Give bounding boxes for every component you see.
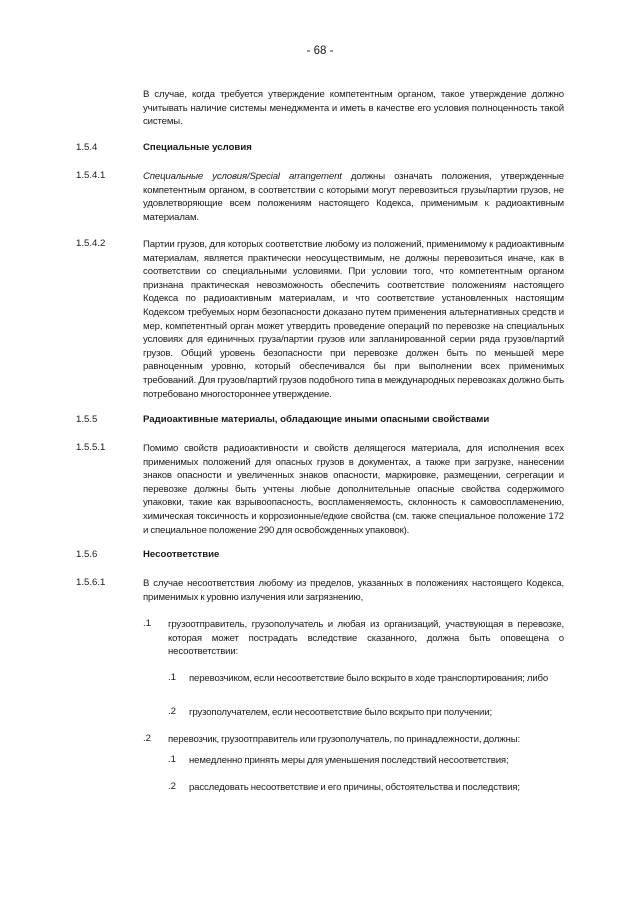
paragraph-1-5-6-1: В случае несоответствия любому из пределов, указанных в положениях настоящего Кодекса, применимых к уровню излучения или загрязнению, bbox=[143, 578, 564, 603]
paragraph-1-5-4-1 bbox=[143, 170, 564, 224]
section-number-1-5-4: 1.5.4 bbox=[76, 142, 98, 153]
list-item-2-2-text: расследовать несоответствие и его причины, обстоятельства и последствия; bbox=[189, 782, 520, 793]
section-number-1-5-6-1: 1.5.6.1 bbox=[76, 577, 106, 588]
section-number-1-5-5: 1.5.5 bbox=[76, 414, 98, 425]
section-number-1-5-4-1: 1.5.4.1 bbox=[76, 170, 106, 181]
section-number-1-5-5-1: 1.5.5.1 bbox=[76, 442, 106, 453]
section-title-1-5-6: Несоответствие bbox=[143, 549, 220, 560]
section-title-1-5-5: Радиоактивные материалы, обладающие иными опасными свойствами bbox=[143, 414, 490, 425]
list-item-1-1-text: перевозчиком, если несоответствие было вскрыто в ходе транспортирования; либо bbox=[189, 673, 549, 684]
intro-paragraph: В случае, когда требуется утверждение компетентным органом, такое утверждение должно учитывать наличие системы менеджмента и иметь в качестве его условия полноценность такой системы. bbox=[143, 89, 564, 128]
list-marker-1-1: .1 bbox=[168, 672, 177, 683]
list-item-1-2-text: грузополучателем, если несоответствие было вскрыто при получении; bbox=[189, 707, 492, 718]
term-special-arrangement: Специальные условия/Special arrangement bbox=[143, 171, 342, 182]
paragraph-1-5-4-1-text: должны означать положения, утвержденные компетентным органом, в соответствии с которыми могут перевозиться грузы/партии грузов, не удовлетворяющие всем положениям настоящего Кодекса, применимым к радиоактивным материалам. bbox=[143, 171, 564, 223]
section-number-1-5-6: 1.5.6 bbox=[76, 549, 98, 560]
list-item-2-1-text: немедленно принять меры для уменьшения последствий несоответствия; bbox=[189, 755, 509, 766]
list-marker-1: .1 bbox=[143, 618, 152, 629]
list-marker-2: .2 bbox=[143, 733, 152, 744]
list-marker-1-2: .2 bbox=[168, 706, 177, 717]
list-marker-2-1: .1 bbox=[168, 754, 177, 765]
paragraph-1-5-5-1: Помимо свойств радиоактивности и свойств делящегося материала, для исполнения всех применимых положений для опасных грузов в документах, а также при загрузке, нанесении знаков опасности и увеличенных знаков опасности, маркировке, размещении, сегрегации и перевозке должны быть учтены любые дополнительные опасные свойства содержимого упаковки, такие как взрывоопасность, воспламеняемость, склонность к самовоспламенению, химическая токсичность и коррозионные/едкие свойства (см. также специальное положение 172 и специальное положение 290 для освобожденных упаковок). bbox=[143, 443, 564, 536]
list-marker-2-2: .2 bbox=[168, 781, 177, 792]
section-number-1-5-4-2: 1.5.4.2 bbox=[76, 238, 106, 249]
page-number: - 68 - bbox=[306, 45, 334, 57]
paragraph-1-5-4-2: Партии грузов, для которых соответствие любому из положений, применимому к радиоактивным материалам, является практически неосуществимым, не должны перевозиться иначе, как в соответствии со специальными условиями. При условии того, что компетентным органом признана практическая невозможность обеспечить соответствие положениям настоящего Кодекса по радиоактивным материалам, и что соответствие установленных настоящим Кодексом требуемых норм безопасности доказано путем применения альтернативных средств и мер, компетентный орган может утвердить проведение операций по перевозке на специальных условиях для единичных груза/партии грузов или запланированной серии ряда грузов/партий грузов. Общий уровень безопасности при перевозке должен быть по меньшей мере равноценным уровню, который обеспечивался бы при выполнении всех применимых требований. Для грузов/партий грузов подобного типа в международных перевозках должно быть потребовано многостороннее утверждение. bbox=[143, 239, 564, 400]
list-item-2-text: перевозчик, грузоотправитель или грузополучатель, по принадлежности, должны: bbox=[168, 734, 521, 745]
list-item-1-text: грузоотправитель, грузополучатель и любая из организаций, участвующая в перевозке, которая может пострадать вследствие сказанного, должна быть оповещена о несоответствии: bbox=[168, 619, 564, 658]
section-title-1-5-4: Специальные условия bbox=[143, 142, 252, 153]
